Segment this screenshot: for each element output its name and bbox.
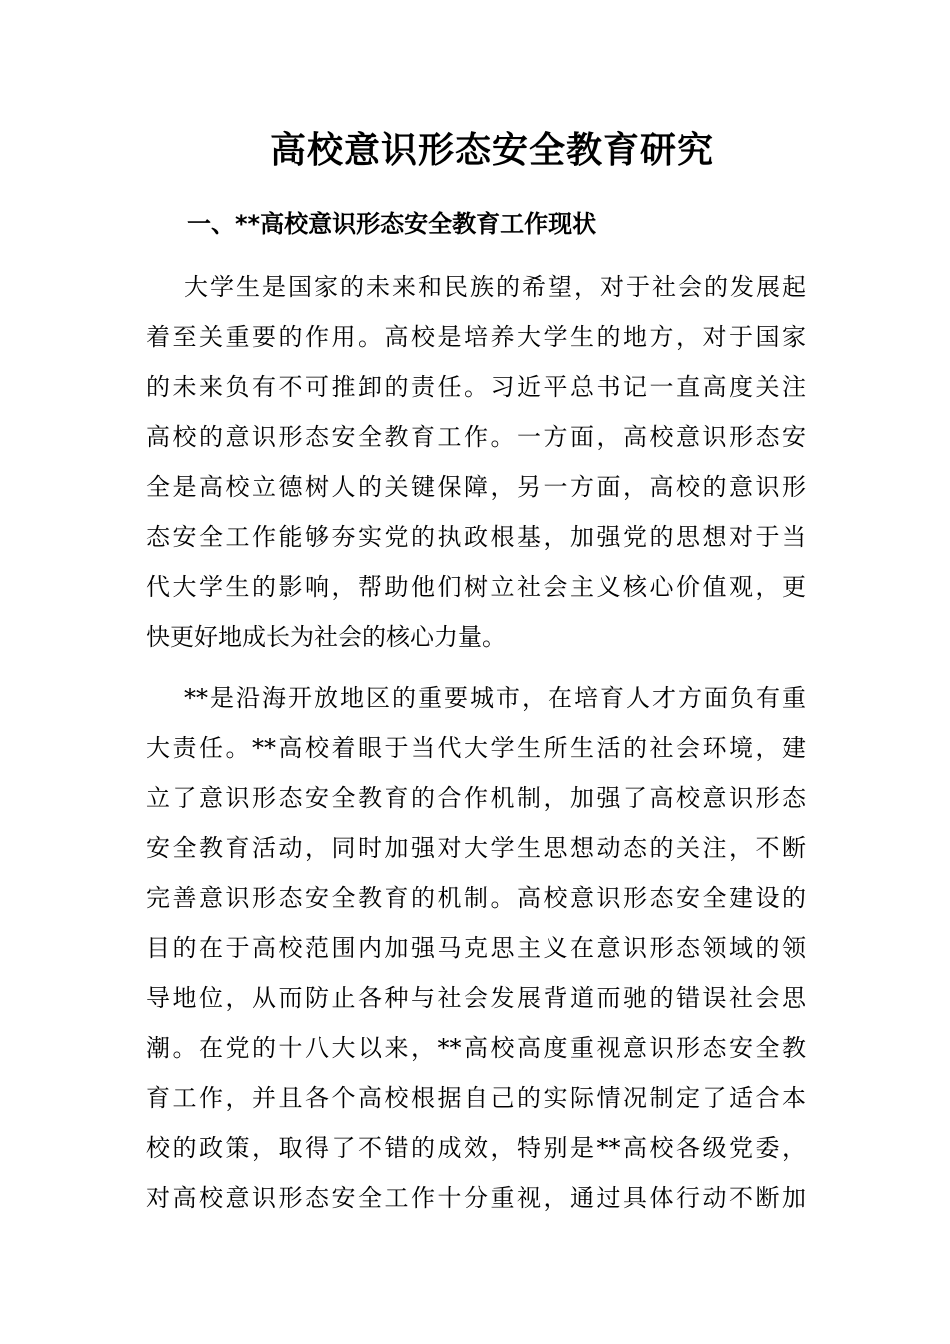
paragraph-line: 高校的意识形态安全教育工作。一方面，高校意识形态安 [146,423,806,451]
paragraph-line: 大学生是国家的未来和民族的希望，对于社会的发展起 [184,273,806,301]
paragraph-line: 立了意识形态安全教育的合作机制，加强了高校意识形态 [146,784,806,812]
paragraph-line: 对高校意识形态安全工作十分重视，通过具体行动不断加 [146,1184,806,1212]
paragraph-line: **是沿海开放地区的重要城市，在培育人才方面负有重 [184,684,806,712]
paragraph-line: 态安全工作能够夯实党的执政根基，加强党的思想对于当 [146,523,806,551]
paragraph-line: 导地位，从而防止各种与社会发展背道而驰的错误社会思 [146,984,806,1012]
paragraph-line: 快更好地成长为社会的核心力量。 [146,623,506,651]
paragraph-line: 代大学生的影响，帮助他们树立社会主义核心价值观，更 [146,573,806,601]
paragraph-line: 育工作，并且各个高校根据自己的实际情况制定了适合本 [146,1084,806,1112]
paragraph-line: 的未来负有不可推卸的责任。习近平总书记一直高度关注 [146,373,806,401]
paragraph-1 [146,262,806,662]
section-heading: 一、**高校意识形态安全教育工作现状 [187,210,597,238]
paragraph-line: 潮。在党的十八大以来，**高校高度重视意识形态安全教 [146,1034,806,1062]
paragraph-line: 目的在于高校范围内加强马克思主义在意识形态领域的领 [146,934,806,962]
paragraph-line: 全是高校立德树人的关键保障，另一方面，高校的意识形 [146,473,806,501]
document-title: 高校意识形态安全教育研究 [269,129,714,171]
paragraph-line: 安全教育活动，同时加强对大学生思想动态的关注，不断 [146,834,806,862]
paragraph-line: 校的政策，取得了不错的成效，特别是**高校各级党委， [146,1134,806,1162]
paragraph-line: 着至关重要的作用。高校是培养大学生的地方，对于国家 [146,323,806,351]
paragraph-line: 完善意识形态安全教育的机制。高校意识形态安全建设的 [146,884,806,912]
paragraph-line: 大责任。**高校着眼于当代大学生所生活的社会环境，建 [146,734,806,762]
paragraph-2 [146,673,806,1223]
